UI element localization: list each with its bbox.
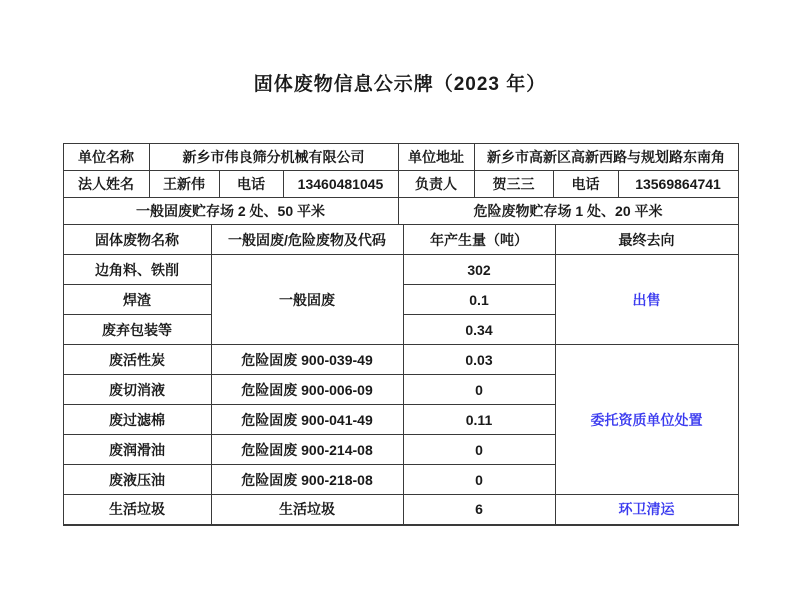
unit-address-value: 新乡市高新区高新西路与规划路东南角 (474, 144, 738, 171)
waste-detail-table (63, 224, 739, 526)
unit-name-value: 新乡市伟良筛分机械有限公司 (149, 144, 398, 171)
page-title: 固体废物信息公示牌（2023 年） (253, 74, 547, 95)
table-row (63, 345, 738, 375)
table-header-row (63, 225, 738, 255)
waste-name-cell: 废弃包装等 (63, 315, 211, 345)
waste-code-cell: 危险固废 900-218-08 (211, 465, 403, 495)
waste-amount-cell: 0.03 (403, 345, 555, 375)
waste-amount-cell: 0 (403, 435, 555, 465)
unit-name-label: 单位名称 (63, 144, 149, 171)
table-row (63, 144, 738, 171)
waste-amount-cell: 302 (403, 255, 555, 285)
waste-amount-cell: 0.1 (403, 285, 555, 315)
waste-code-cell: 生活垃圾 (211, 495, 403, 525)
waste-code-cell: 危险固废 900-039-49 (211, 345, 403, 375)
waste-name-cell: 生活垃圾 (63, 495, 211, 525)
waste-name-cell: 废过滤棉 (63, 405, 211, 435)
waste-name-cell: 废液压油 (63, 465, 211, 495)
waste-name-cell: 废润滑油 (63, 435, 211, 465)
waste-amount-cell: 6 (403, 495, 555, 525)
waste-amount-cell: 0.11 (403, 405, 555, 435)
col-header-category-code: 一般固废/危险废物及代码 (211, 225, 403, 255)
hazardous-destination-cell: 委托资质单位处置 (555, 345, 738, 495)
waste-code-cell: 危险固废 900-006-09 (211, 375, 403, 405)
waste-code-cell: 危险固废 900-041-49 (211, 405, 403, 435)
waste-code-cell: 危险固废 900-214-08 (211, 435, 403, 465)
general-storage-cell: 一般固废贮存场 2 处、50 平米 (63, 198, 398, 225)
general-destination-cell: 出售 (555, 255, 738, 345)
hazardous-storage-cell: 危险废物贮存场 1 处、20 平米 (398, 198, 738, 225)
col-header-annual-amount: 年产生量（吨） (403, 225, 555, 255)
responsible-value: 贺三三 (474, 171, 553, 198)
legal-person-label: 法人姓名 (63, 171, 149, 198)
table-row (63, 495, 738, 525)
storage-sites-table (63, 197, 739, 225)
col-header-waste-name: 固体废物名称 (63, 225, 211, 255)
general-category-cell: 一般固废 (211, 255, 403, 345)
unit-address-label: 单位地址 (398, 144, 474, 171)
waste-name-cell: 焊渣 (63, 285, 211, 315)
table-row (63, 198, 738, 225)
waste-amount-cell: 0 (403, 465, 555, 495)
unit-info-table (63, 143, 739, 198)
legal-person-value: 王新伟 (149, 171, 219, 198)
notice-board-table (63, 143, 738, 526)
waste-name-cell: 废活性炭 (63, 345, 211, 375)
waste-name-cell: 废切消液 (63, 375, 211, 405)
waste-amount-cell: 0.34 (403, 315, 555, 345)
table-row (63, 171, 738, 198)
phone-value-1: 13460481045 (283, 171, 398, 198)
responsible-label: 负责人 (398, 171, 474, 198)
waste-name-cell: 边角料、铁削 (63, 255, 211, 285)
waste-destination-cell: 环卫清运 (555, 495, 738, 525)
col-header-destination: 最终去向 (555, 225, 738, 255)
waste-amount-cell: 0 (403, 375, 555, 405)
table-row (63, 255, 738, 285)
phone-label-1: 电话 (219, 171, 283, 198)
phone-label-2: 电话 (553, 171, 618, 198)
phone-value-2: 13569864741 (618, 171, 738, 198)
